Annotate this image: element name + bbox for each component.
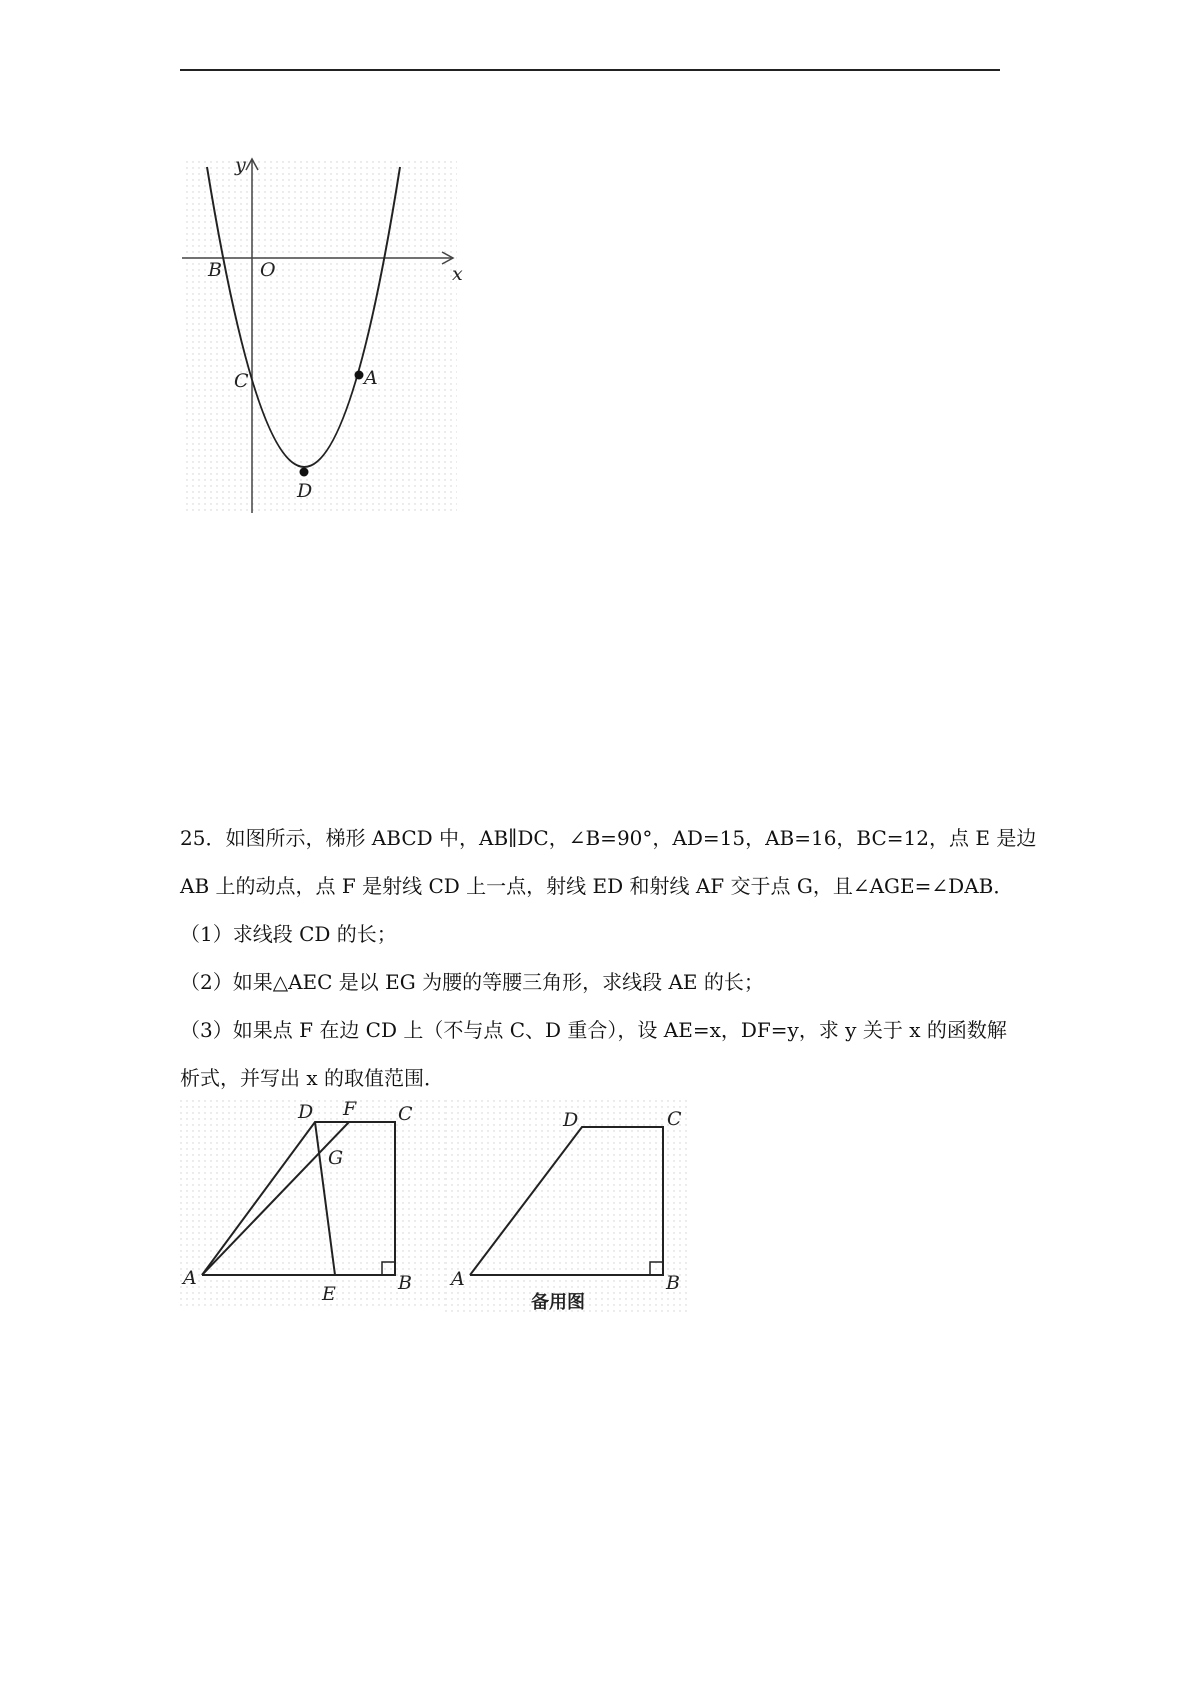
label-g: G: [328, 1147, 344, 1169]
parabola-figure: [180, 154, 463, 517]
problem-line-2: AB 上的动点，点 F 是射线 CD 上一点，射线 ED 和射线 AF 交于点 G，且∠AGE=∠DAB．: [180, 874, 1014, 898]
label-a: A: [183, 1267, 197, 1289]
label-b: B: [398, 1272, 412, 1294]
problem-line-1: 25．如图所示，梯形 ABCD 中，AB∥DC，∠B=90°，AD=15，AB=16，BC=12，点 E 是边: [180, 826, 1037, 850]
figure-caption: 备用图: [531, 1292, 585, 1313]
problem-25: [180, 814, 1040, 1102]
label-c: C: [398, 1103, 413, 1125]
label-d: D: [298, 1101, 314, 1123]
label-y: y: [235, 154, 246, 176]
figure-background: [445, 1100, 687, 1315]
label-a: A: [451, 1268, 465, 1290]
label-b: B: [208, 259, 222, 281]
question-3: （3）如果点 F 在边 CD 上（不与点 C、D 重合），设 AE=x，DF=y，求 y 关于 x 的函数解: [180, 1018, 1007, 1042]
header-rule: [180, 69, 1000, 71]
figure-background: [182, 159, 457, 514]
label-d: D: [297, 480, 313, 502]
label-x: x: [452, 263, 463, 285]
question-1: （1）求线段 CD 的长；: [180, 922, 397, 946]
question-2: （2）如果△AEC 是以 EG 为腰的等腰三角形，求线段 AE 的长；: [180, 970, 764, 994]
point-a: [355, 371, 364, 380]
label-a: A: [364, 367, 378, 389]
point-d: [300, 468, 309, 477]
label-o: O: [260, 259, 276, 281]
label-d: D: [563, 1109, 579, 1131]
trapezoid-figure: [180, 1100, 445, 1310]
label-b: B: [666, 1272, 680, 1294]
label-e: E: [322, 1283, 336, 1305]
question-3-continued: 析式，并写出 x 的取值范围．: [180, 1066, 444, 1090]
backup-figure: [445, 1100, 687, 1315]
label-c: C: [234, 370, 249, 392]
label-f: F: [343, 1098, 357, 1120]
label-c: C: [667, 1108, 682, 1130]
